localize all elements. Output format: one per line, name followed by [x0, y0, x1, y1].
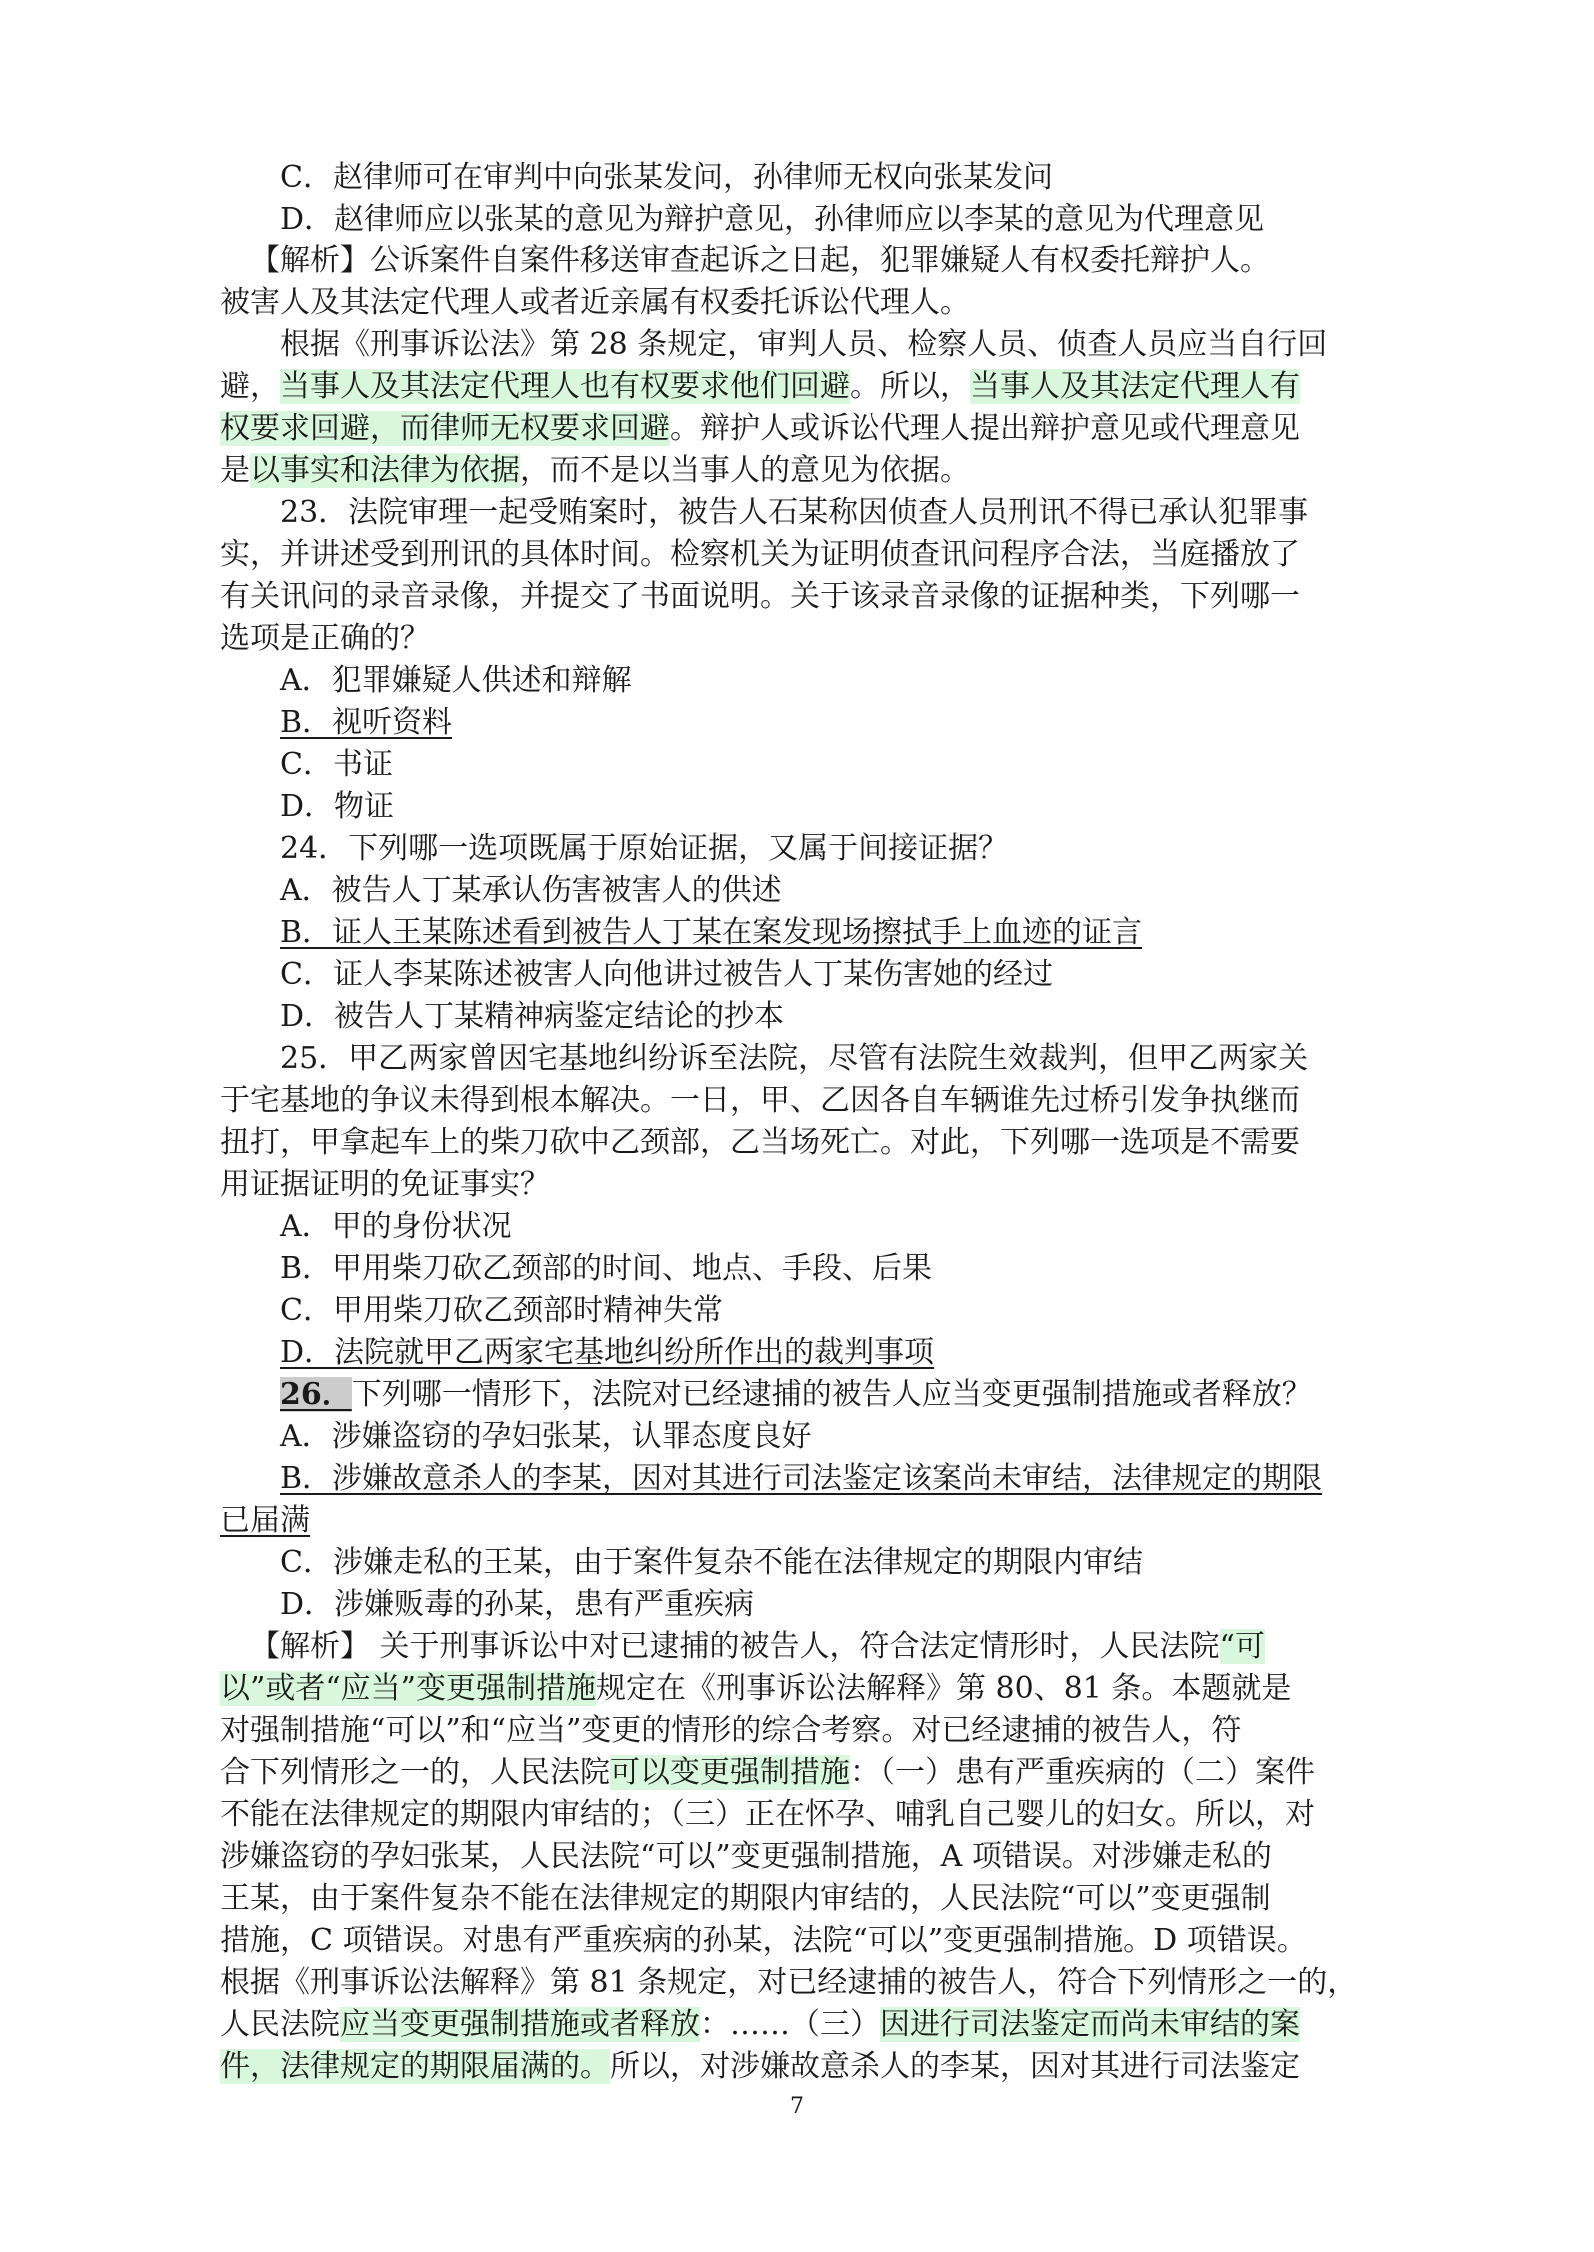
highlight: 因进行司法鉴定而尚未审结的案: [880, 2007, 1300, 2042]
q26-option-a: A．涉嫌盗窃的孕妇张某，认罪态度良好: [280, 1419, 812, 1454]
q24-option-a: A．被告人丁某承认伤害被害人的供述: [280, 873, 782, 908]
q22-analysis-line: 根据《刑事诉讼法》第 28 条规定，审判人员、检察人员、侦查人员应当自行回: [280, 327, 1328, 362]
highlight: 当事人及其法定代理人有: [970, 369, 1300, 404]
q25-option-c: C．甲用柴刀砍乙颈部时精神失常: [280, 1293, 723, 1328]
q25-option-a: A．甲的身份状况: [280, 1209, 512, 1244]
q26-analysis-line: 人民法院应当变更强制措施或者释放：……（三）因进行司法鉴定而尚未审结的案: [220, 2007, 1300, 2042]
q25-option-d: D．法院就甲乙两家宅基地纠纷所作出的裁判事项: [280, 1335, 935, 1370]
q24-stem: 24．下列哪一选项既属于原始证据，又属于间接证据？: [280, 831, 1009, 866]
highlight: 以事实和法律为依据: [250, 453, 520, 488]
highlight: 当事人及其法定代理人也有权要求他们回避: [280, 369, 850, 404]
highlight: 权要求回避，而律师无权要求回避: [220, 411, 670, 446]
q25-stem: 用证据证明的免证事实？: [220, 1167, 550, 1202]
highlight: 以”或者“应当”变更强制措施: [220, 1671, 597, 1706]
q26-analysis-line: 根据《刑事诉讼法解释》第 81 条规定，对已经逮捕的被告人，符合下列情形之一的，: [220, 1965, 1358, 2000]
q23-option-a: A．犯罪嫌疑人供述和辩解: [280, 663, 632, 698]
q22-analysis-line: 【解析】公诉案件自案件移送审查起诉之日起，犯罪嫌疑人有权委托辩护人。: [250, 243, 1270, 278]
q26-analysis-line: 件，法律规定的期限届满的。所以，对涉嫌故意杀人的李某，因对其进行司法鉴定: [220, 2049, 1300, 2084]
q23-option-c: C．书证: [280, 747, 393, 782]
highlight: “可: [1219, 1629, 1265, 1664]
q22-analysis-line: 避，当事人及其法定代理人也有权要求他们回避。所以，当事人及其法定代理人有: [220, 369, 1300, 404]
q23-option-b: B．视听资料: [280, 705, 453, 740]
q26-analysis-line: 措施，C 项错误。对患有严重疾病的孙某，法院“可以”变更强制措施。D 项错误。: [220, 1923, 1307, 1958]
q24-option-d: D．被告人丁某精神病鉴定结论的抄本: [280, 999, 785, 1034]
q23-stem: 实，并讲述受到刑讯的具体时间。检察机关为证明侦查讯问程序合法，当庭播放了: [220, 537, 1300, 572]
q24-option-c: C．证人李某陈述被害人向他讲过被告人丁某伤害她的经过: [280, 957, 1053, 992]
q26-analysis-line: 对强制措施“可以”和“应当”变更的情形的综合考察。对已经逮捕的被告人，符: [220, 1713, 1242, 1748]
highlight: 应当变更强制措施或者释放: [340, 2007, 700, 2042]
q25-stem: 于宅基地的争议未得到根本解决。一日，甲、乙因各自车辆谁先过桥引发争执继而: [220, 1083, 1300, 1118]
q26-analysis-line: 王某，由于案件复杂不能在法律规定的期限内审结的，人民法院“可以”变更强制: [220, 1881, 1271, 1916]
q26-analysis-line: 合下列情形之一的，人民法院可以变更强制措施：（一）患有严重疾病的（二）案件: [220, 1755, 1315, 1790]
q26-option-d: D．涉嫌贩毒的孙某，患有严重疾病: [280, 1587, 755, 1622]
q22-option-d: D．赵律师应以张某的意见为辩护意见，孙律师应以李某的意见为代理意见: [280, 202, 1265, 237]
q26-analysis-line: 涉嫌盗窃的孕妇张某，人民法院“可以”变更强制措施，A 项错误。对涉嫌走私的: [220, 1839, 1272, 1874]
q26-stem: 26．下列哪一情形下，法院对已经逮捕的被告人应当变更强制措施或者释放？: [280, 1377, 1312, 1412]
q23-stem: 23．法院审理一起受贿案时，被告人石某称因侦查人员刑讯不得已承认犯罪事: [280, 495, 1309, 530]
q26-analysis-line: 以”或者“应当”变更强制措施规定在《刑事诉讼法解释》第 80、81 条。本题就是: [220, 1671, 1292, 1706]
q26-analysis-line: 【解析】 关于刑事诉讼中对已逮捕的被告人，符合法定情形时，人民法院“可: [250, 1629, 1265, 1664]
highlight: 可以变更强制措施: [610, 1755, 850, 1790]
q26-option-c: C．涉嫌走私的王某，由于案件复杂不能在法律规定的期限内审结: [280, 1545, 1143, 1580]
q26-analysis-line: 不能在法律规定的期限内审结的；（三）正在怀孕、哺乳自己婴儿的妇女。所以，对: [220, 1797, 1315, 1832]
page-number: 7: [790, 2094, 804, 2119]
q26-option-b: B．涉嫌故意杀人的李某，因对其进行司法鉴定该案尚未审结，法律规定的期限: [280, 1461, 1323, 1496]
q23-stem: 有关讯问的录音录像，并提交了书面说明。关于该录音录像的证据种类，下列哪一: [220, 579, 1300, 614]
q22-option-c: C．赵律师可在审判中向张某发问，孙律师无权向张某发问: [280, 160, 1053, 195]
question-number: 26．: [280, 1377, 352, 1412]
q22-analysis-line: 是以事实和法律为依据，而不是以当事人的意见为依据。: [220, 453, 970, 488]
q23-stem: 选项是正确的？: [220, 621, 430, 656]
highlight: 件，法律规定的期限届满的。: [220, 2049, 610, 2084]
q26-option-b-cont: 已届满: [220, 1503, 310, 1538]
q23-option-d: D．物证: [280, 789, 395, 824]
q22-analysis-line: 权要求回避，而律师无权要求回避。辩护人或诉讼代理人提出辩护意见或代理意见: [220, 411, 1300, 446]
q25-stem: 扭打，甲拿起车上的柴刀砍中乙颈部，乙当场死亡。对此，下列哪一选项是不需要: [220, 1125, 1300, 1160]
q25-stem: 25．甲乙两家曾因宅基地纠纷诉至法院，尽管有法院生效裁判，但甲乙两家关: [280, 1041, 1309, 1076]
q25-option-b: B．甲用柴刀砍乙颈部的时间、地点、手段、后果: [280, 1251, 933, 1286]
q22-analysis-line: 被害人及其法定代理人或者近亲属有权委托诉讼代理人。: [220, 285, 970, 320]
q24-option-b: B．证人王某陈述看到被告人丁某在案发现场擦拭手上血迹的证言: [280, 915, 1143, 950]
